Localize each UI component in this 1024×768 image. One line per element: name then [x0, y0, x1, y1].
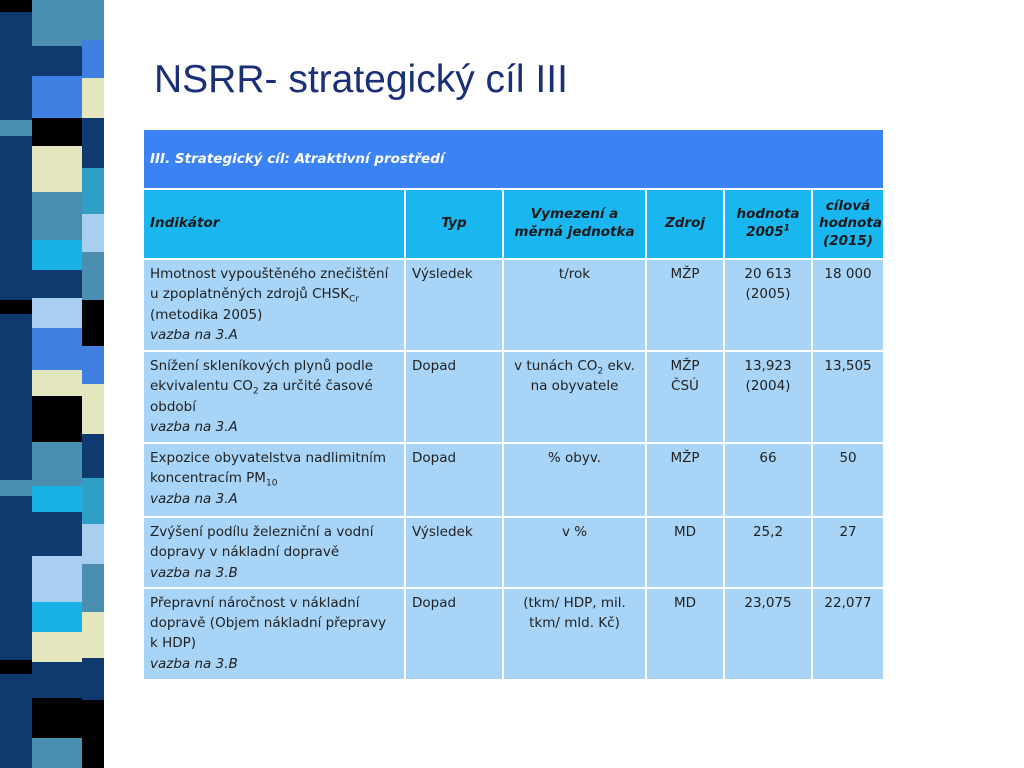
definition-subscript: 2: [597, 366, 604, 377]
strip-band: [32, 192, 82, 240]
strip-band: [32, 118, 82, 146]
strip-band: [32, 240, 82, 270]
definition-text: v %: [561, 524, 588, 540]
strip-band: [32, 632, 82, 662]
strip-band: [82, 300, 104, 346]
indicator-link-note: vazba na 3.A: [150, 490, 238, 507]
header-value-footnote: 1: [783, 223, 790, 234]
strip-band: [32, 738, 82, 768]
strip-band: [0, 300, 32, 314]
strip-band: [32, 328, 82, 370]
strip-band: [82, 434, 104, 478]
source-cell: [646, 588, 724, 680]
slide-title: NSRR- strategický cíl III: [154, 58, 568, 101]
strip-band: [82, 168, 104, 214]
header-target-line1: cílová: [825, 197, 871, 214]
target-value-cell: 18 000: [812, 259, 884, 351]
strip-band: [82, 0, 104, 40]
strip-band: [32, 146, 82, 192]
definition-cell: [503, 517, 646, 588]
value-line2: (2005): [745, 286, 791, 303]
header-value-line2: 2005: [746, 224, 784, 240]
strip-band: [82, 78, 104, 118]
value-line2: (2004): [745, 378, 791, 395]
strip-band: [32, 698, 82, 738]
strip-band: [82, 478, 104, 524]
value-line1: 23,075: [744, 594, 792, 611]
indicator-subscript: Cr: [349, 294, 360, 305]
value-line1: 25,2: [752, 524, 784, 540]
strip-band: [32, 556, 82, 602]
indicator-cell: [143, 588, 405, 680]
header-definition: [503, 189, 646, 259]
indicator-subscript: 2: [252, 386, 259, 397]
strip-band: [82, 384, 104, 434]
indicator-cell: [143, 517, 405, 588]
strip-band: [82, 524, 104, 564]
header-target-line2: hodnota: [819, 215, 882, 232]
strip-band: [32, 512, 82, 556]
strip-band: [32, 442, 82, 486]
source-cell: [646, 259, 724, 351]
indicator-link-note: vazba na 3.A: [150, 326, 238, 343]
header-target-line3: (2015): [823, 232, 873, 249]
source-cell: [646, 351, 724, 443]
strip-band: [32, 602, 82, 632]
value-2005-cell: [724, 443, 812, 517]
strip-band: [32, 370, 82, 396]
strip-band: [82, 612, 104, 658]
header-value-2005: [724, 189, 812, 259]
target-value-cell: 13,505: [812, 351, 884, 443]
definition-text: v tunách CO: [514, 358, 598, 374]
table-header-row: [143, 189, 884, 259]
value-line1: 13,923: [744, 358, 792, 374]
source-line1: MD: [673, 594, 697, 611]
source-line1: MŽP: [670, 450, 700, 466]
value-2005-cell: [724, 351, 812, 443]
strip-band: [0, 0, 32, 12]
header-value-line1: hodnota: [736, 206, 800, 223]
strip-band: [0, 120, 32, 136]
source-cell: [646, 517, 724, 588]
indicator-subscript: 10: [265, 478, 278, 489]
strip-band: [82, 214, 104, 252]
strip-band: [32, 396, 82, 442]
table-row: [143, 443, 884, 517]
header-source: Zdroj: [646, 189, 724, 259]
source-line1: MŽP: [670, 358, 700, 374]
strip-band: [82, 118, 104, 168]
type-cell: Dopad: [405, 351, 503, 443]
strip-band: [32, 662, 82, 698]
definition-cell: [503, 259, 646, 351]
indicator-cell: [143, 351, 405, 443]
strip-band: [32, 46, 82, 76]
indicator-text: Snížení skleníkových plynů podle ekvivalentu CO: [150, 358, 374, 395]
strip-band: [32, 76, 82, 118]
decorative-color-strip: [0, 0, 118, 768]
header-target-value: [812, 189, 884, 259]
value-line1: 66: [759, 450, 777, 466]
strategic-goal-table: [142, 128, 885, 681]
value-line1: 20 613: [744, 266, 792, 282]
table-row: [143, 517, 884, 588]
strip-band: [82, 700, 104, 768]
type-cell: Výsledek: [405, 517, 503, 588]
strip-band: [32, 0, 82, 18]
definition-cell: [503, 588, 646, 680]
strip-band: [82, 346, 104, 384]
header-type: Typ: [405, 189, 503, 259]
strip-band: [32, 270, 82, 298]
source-line2: ČSÚ: [671, 378, 699, 395]
indicator-link-note: vazba na 3.B: [150, 564, 238, 581]
strip-band: [82, 252, 104, 300]
table-banner-row: [143, 129, 884, 189]
strip-band: [32, 486, 82, 512]
indicator-link-note: vazba na 3.A: [150, 418, 238, 435]
strip-band: [32, 298, 82, 328]
indicator-text: Hmotnost vypouštěného znečištění u zpoplatněných zdrojů CHSK: [150, 266, 389, 303]
strip-band: [82, 40, 104, 78]
strip-band: [0, 660, 32, 674]
type-cell: Dopad: [405, 443, 503, 517]
indicator-text: Expozice obyvatelstva nadlimitním koncentracím PM: [150, 450, 387, 487]
strip-band: [0, 0, 32, 768]
type-cell: Výsledek: [405, 259, 503, 351]
target-value-cell: 50: [812, 443, 884, 517]
definition-cell: [503, 443, 646, 517]
definition-text: % obyv.: [547, 450, 602, 466]
table-banner: III. Strategický cíl: Atraktivní prostředí: [143, 129, 884, 189]
source-line1: MŽP: [670, 266, 700, 282]
source-line1: MD: [673, 524, 697, 540]
definition-cell: [503, 351, 646, 443]
target-value-cell: 27: [812, 517, 884, 588]
table-row: [143, 351, 884, 443]
indicator-link-note: vazba na 3.B: [150, 655, 238, 672]
definition-text: t/rok: [558, 266, 591, 282]
definition-text-cont: ekv. na obyvatele: [530, 358, 635, 395]
table-body: [143, 259, 884, 680]
source-cell: [646, 443, 724, 517]
indicator-cell: [143, 443, 405, 517]
indicator-cell: [143, 259, 405, 351]
table-row: [143, 259, 884, 351]
table-row: [143, 588, 884, 680]
indicator-text-cont: za určité časové období: [150, 378, 373, 415]
definition-text: (tkm/ HDP, mil. tkm/ mld. Kč): [523, 594, 626, 631]
header-definition-line2: měrná jednotka: [514, 224, 635, 240]
indicator-text-cont: (metodika 2005): [150, 306, 263, 323]
strip-band: [82, 658, 104, 700]
indicator-text: Přepravní náročnost v nákladní dopravě (Objem nákladní přepravy k HDP): [150, 594, 387, 652]
strip-band: [0, 480, 32, 496]
indicator-text: Zvýšení podílu železniční a vodní dopravy v nákladní dopravě: [150, 524, 374, 561]
header-definition-line1: Vymezení a: [530, 206, 619, 223]
strip-band: [82, 564, 104, 612]
header-indicator: Indikátor: [143, 189, 405, 259]
strip-band: [32, 18, 82, 46]
value-2005-cell: [724, 517, 812, 588]
target-value-cell: 22,077: [812, 588, 884, 680]
value-2005-cell: [724, 259, 812, 351]
value-2005-cell: [724, 588, 812, 680]
type-cell: Dopad: [405, 588, 503, 680]
